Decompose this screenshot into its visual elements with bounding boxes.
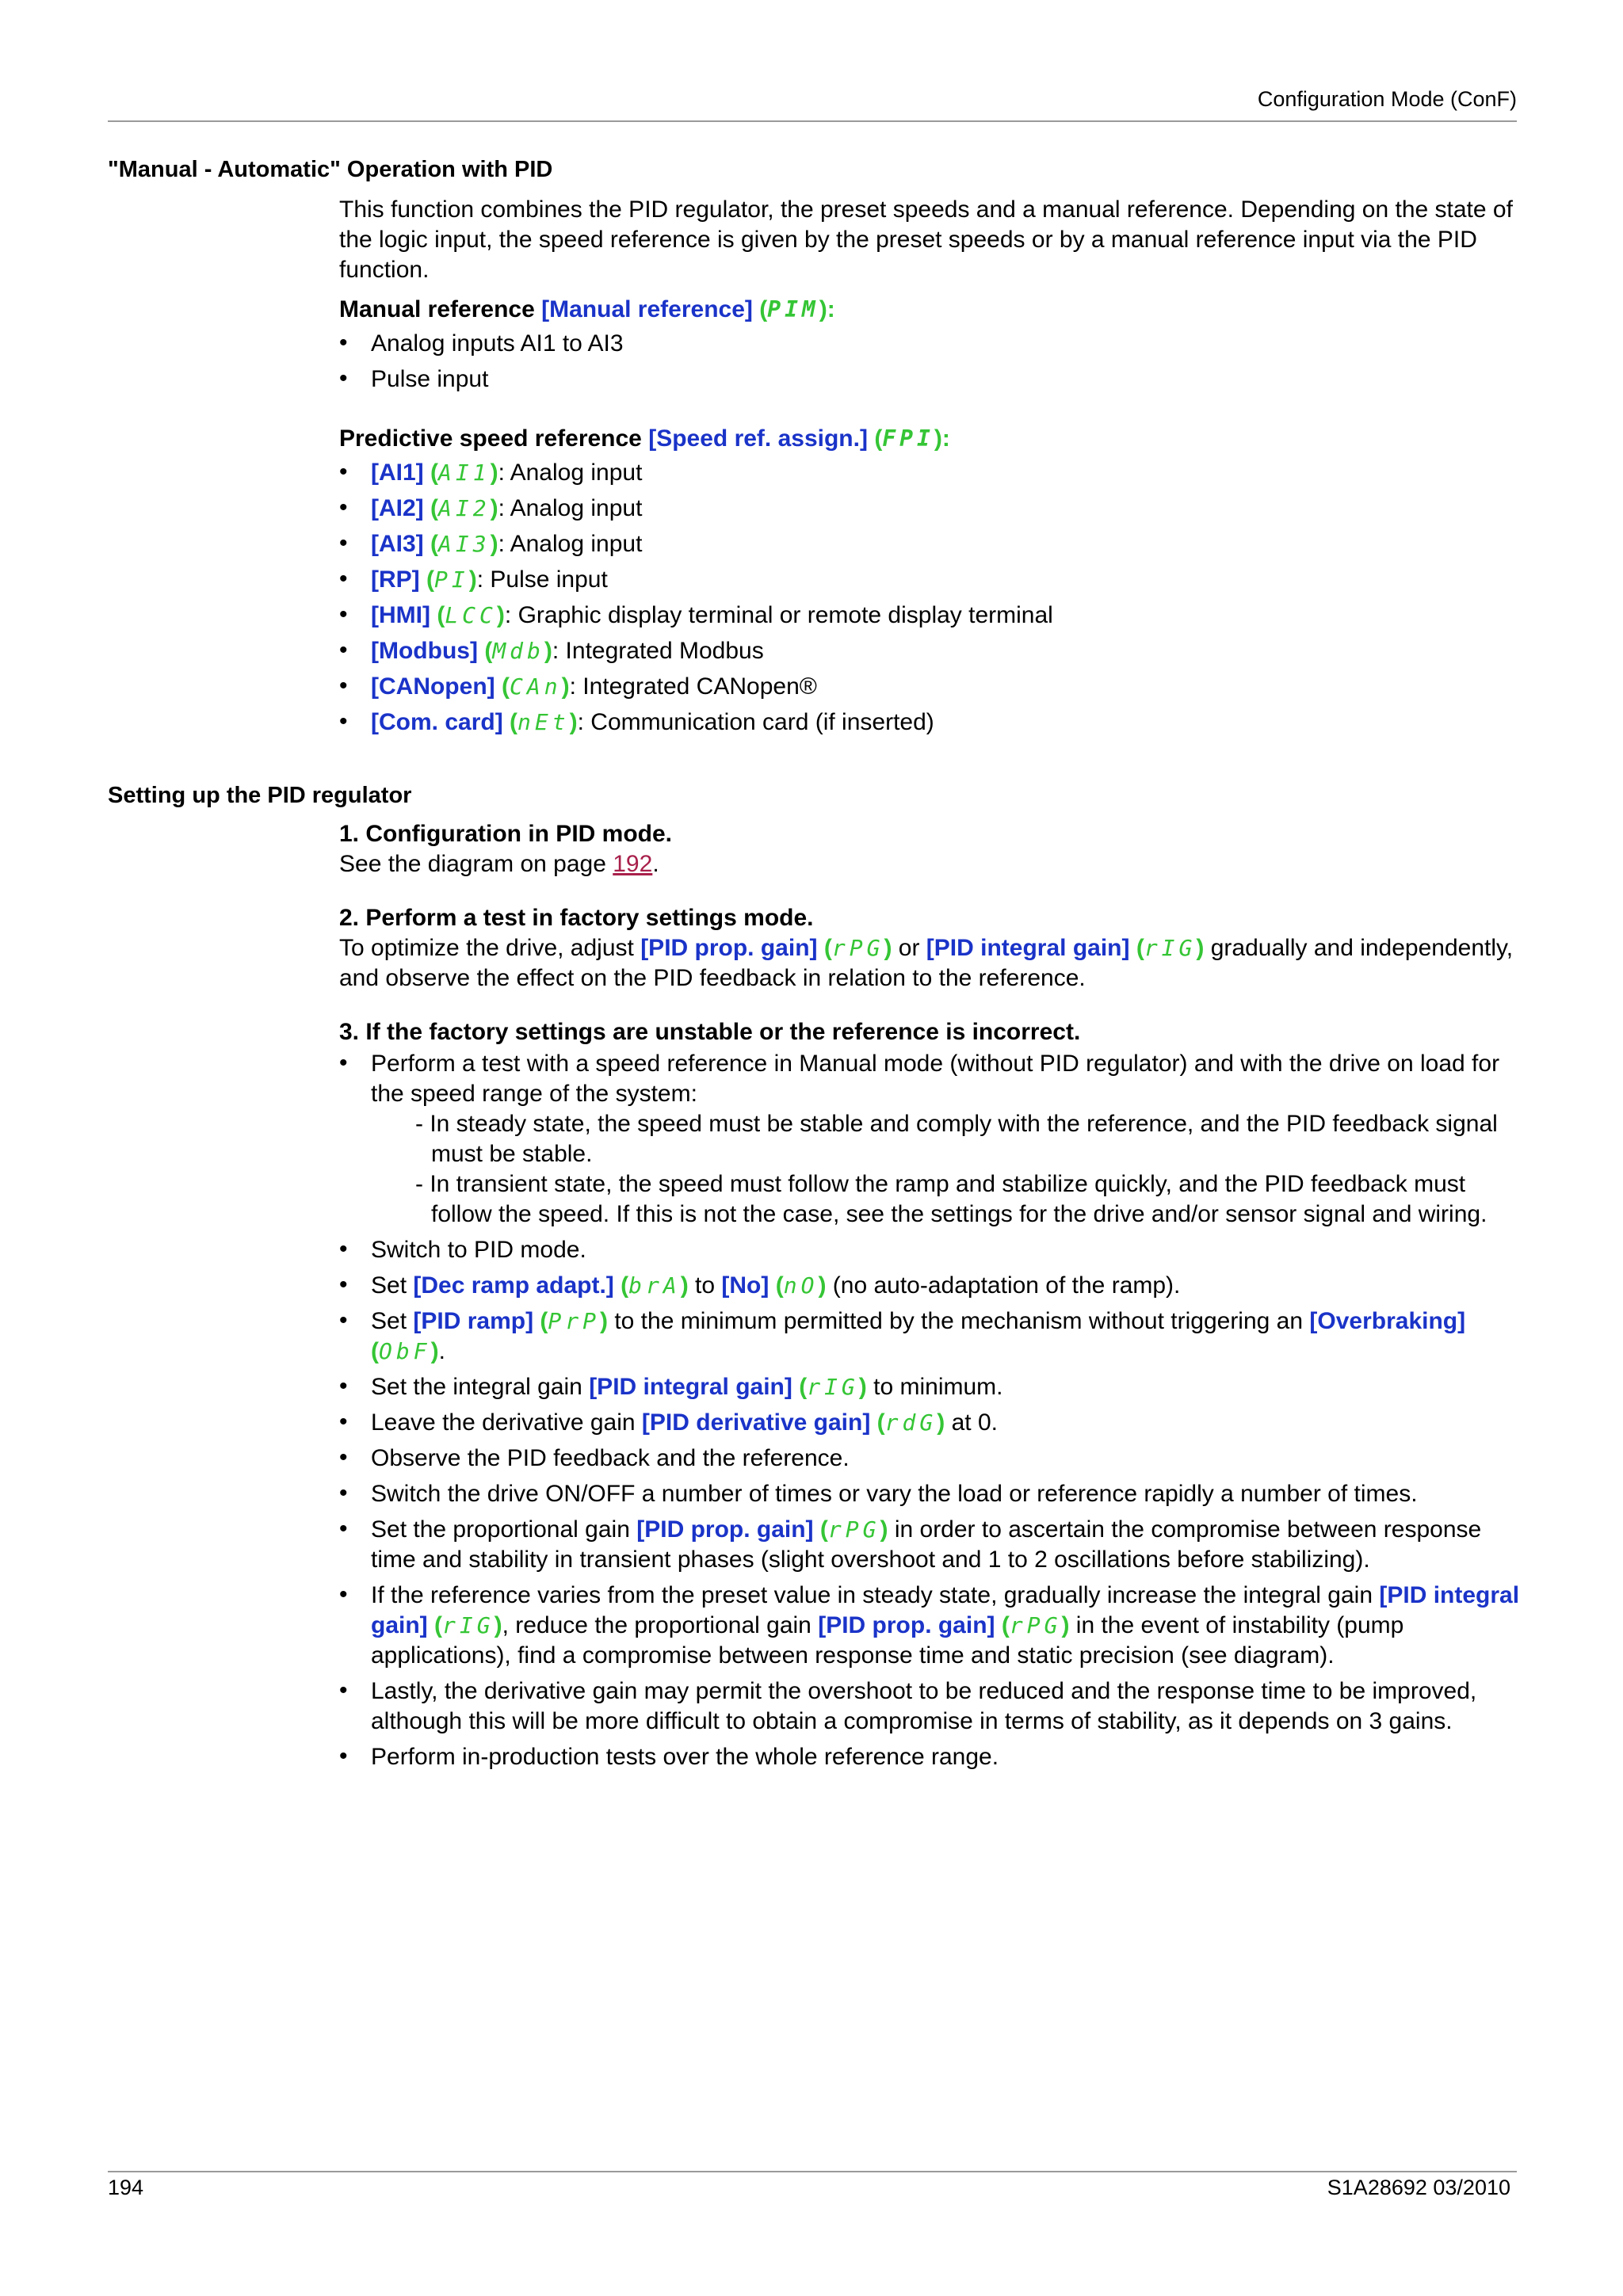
lcd-code: PIM [767, 296, 819, 322]
predictive-reference-list [339, 458, 1520, 738]
list-item: • Set the proportional gain [PID prop. gain] (rPG) in order to ascertain the compromise between response time and stability in transient phases (slight overshoot and 1 to 2 oscillations before stabilizing). [339, 1515, 1520, 1575]
list-item: • [Com. card] (nEt): Communication card (if inserted) [339, 707, 1520, 738]
list-item: • [HMI] (LCC): Graphic display terminal or remote display terminal [339, 601, 1520, 631]
sub-item: - In steady state, the speed must be stable and comply with the reference, and the PID feedback signal must be stable. [415, 1111, 1498, 1167]
manual-reference-label: Manual reference [Manual reference] (PIM): [339, 296, 835, 322]
footer-rule [108, 2171, 1517, 2172]
section1-body [339, 195, 1520, 743]
list-item: • Perform a test with a speed reference in Manual mode (without PID regulator) and with the drive on load for the speed range of the system: - In steady state, the speed must be stable and comply with the reference, and the PID feedback signal must be stable. - In transient state, the speed must follow the ramp and stabilize quickly, and the PID feedback must follow the speed. If this is not the case, see the settings for the drive and/or sensor signal and wiring. [339, 1049, 1520, 1230]
predictive-reference-label: Predictive speed reference [Speed ref. assign.] (FPI): [339, 425, 950, 452]
param-manual-reference: [Manual reference] [541, 296, 753, 322]
step3-list [339, 1049, 1520, 1772]
lcd-code: FPI [882, 425, 934, 452]
header-title: Configuration Mode (ConF) [1257, 87, 1517, 111]
list-item: • Analog inputs AI1 to AI3 [339, 329, 1520, 359]
list-item: • Set the integral gain [PID integral gain] (rIG) to minimum. [339, 1372, 1520, 1402]
list-item: • [AI2] (AI2): Analog input [339, 494, 1520, 524]
section-heading-pid-setup: Setting up the PID regulator [108, 783, 412, 808]
step3-title: 3. If the factory settings are unstable or the reference is incorrect. [339, 1019, 1081, 1045]
manual-reference-list [339, 329, 1520, 395]
list-item: • Set [PID ramp] (PrP) to the minimum permitted by the mechanism without triggering an [Overbraking] (ObF). [339, 1306, 1520, 1367]
step1-title: 1. Configuration in PID mode. [339, 821, 672, 847]
list-item: • [AI1] (AI1): Analog input [339, 458, 1520, 488]
list-item: • Switch to PID mode. [339, 1235, 1520, 1265]
intro-paragraph: This function combines the PID regulator, the preset speeds and a manual reference. Depending on the state of the logic input, the speed reference is given by the preset speeds or by a manual reference input via the PID function. [339, 196, 1513, 283]
list-item: • Set [Dec ramp adapt.] (brA) to [No] (nO) (no auto-adaptation of the ramp). [339, 1271, 1520, 1301]
page-number: 194 [108, 2176, 144, 2199]
header-rule [108, 120, 1517, 122]
list-item: • Leave the derivative gain [PID derivative gain] (rdG) at 0. [339, 1408, 1520, 1438]
list-item: • Observe the PID feedback and the reference. [339, 1444, 1520, 1474]
section-heading-manual-automatic: "Manual - Automatic" Operation with PID [108, 157, 553, 182]
list-item: • [Modbus] (Mdb): Integrated Modbus [339, 636, 1520, 666]
list-item: • Perform in-production tests over the whole reference range. [339, 1742, 1520, 1772]
section2-body [339, 819, 1520, 1778]
list-item: • Pulse input [339, 364, 1520, 395]
step1-text: See the diagram on page 192. [339, 851, 659, 877]
list-item: • [RP] (PI): Pulse input [339, 565, 1520, 595]
list-item: • Lastly, the derivative gain may permit the overshoot to be reduced and the response time to be improved, although this will be more difficult to obtain a compromise in terms of stability, as it depends on 3 gains. [339, 1676, 1520, 1737]
list-item: • If the reference varies from the preset value in steady state, gradually increase the integral gain [PID integral gain] (rIG), reduce the proportional gain [PID prop. gain] (rPG) in the event of instability (pump applications), find a compromise between response time and static precision (see diagram). [339, 1581, 1520, 1671]
list-item: • [CANopen] (CAn): Integrated CANopen® [339, 672, 1520, 702]
list-item: • [AI3] (AI3): Analog input [339, 529, 1520, 559]
step2-text: To optimize the drive, adjust [PID prop. gain] (rPG) or [PID integral gain] (rIG) gradually and independently, and observe the effect on the PID feedback in relation to the reference. [339, 935, 1514, 991]
doc-reference: S1A28692 03/2010 [1327, 2176, 1510, 2199]
page-link[interactable]: 192 [613, 851, 653, 877]
param-speed-ref-assign: [Speed ref. assign.] [648, 425, 868, 452]
sub-item: - In transient state, the speed must follow the ramp and stabilize quickly, and the PID feedback must follow the speed. If this is not the case, see the settings for the drive and/or sensor signal and wiring. [415, 1171, 1487, 1227]
step2-title: 2. Perform a test in factory settings mode. [339, 905, 814, 931]
list-item: • Switch the drive ON/OFF a number of times or vary the load or reference rapidly a number of times. [339, 1479, 1520, 1509]
